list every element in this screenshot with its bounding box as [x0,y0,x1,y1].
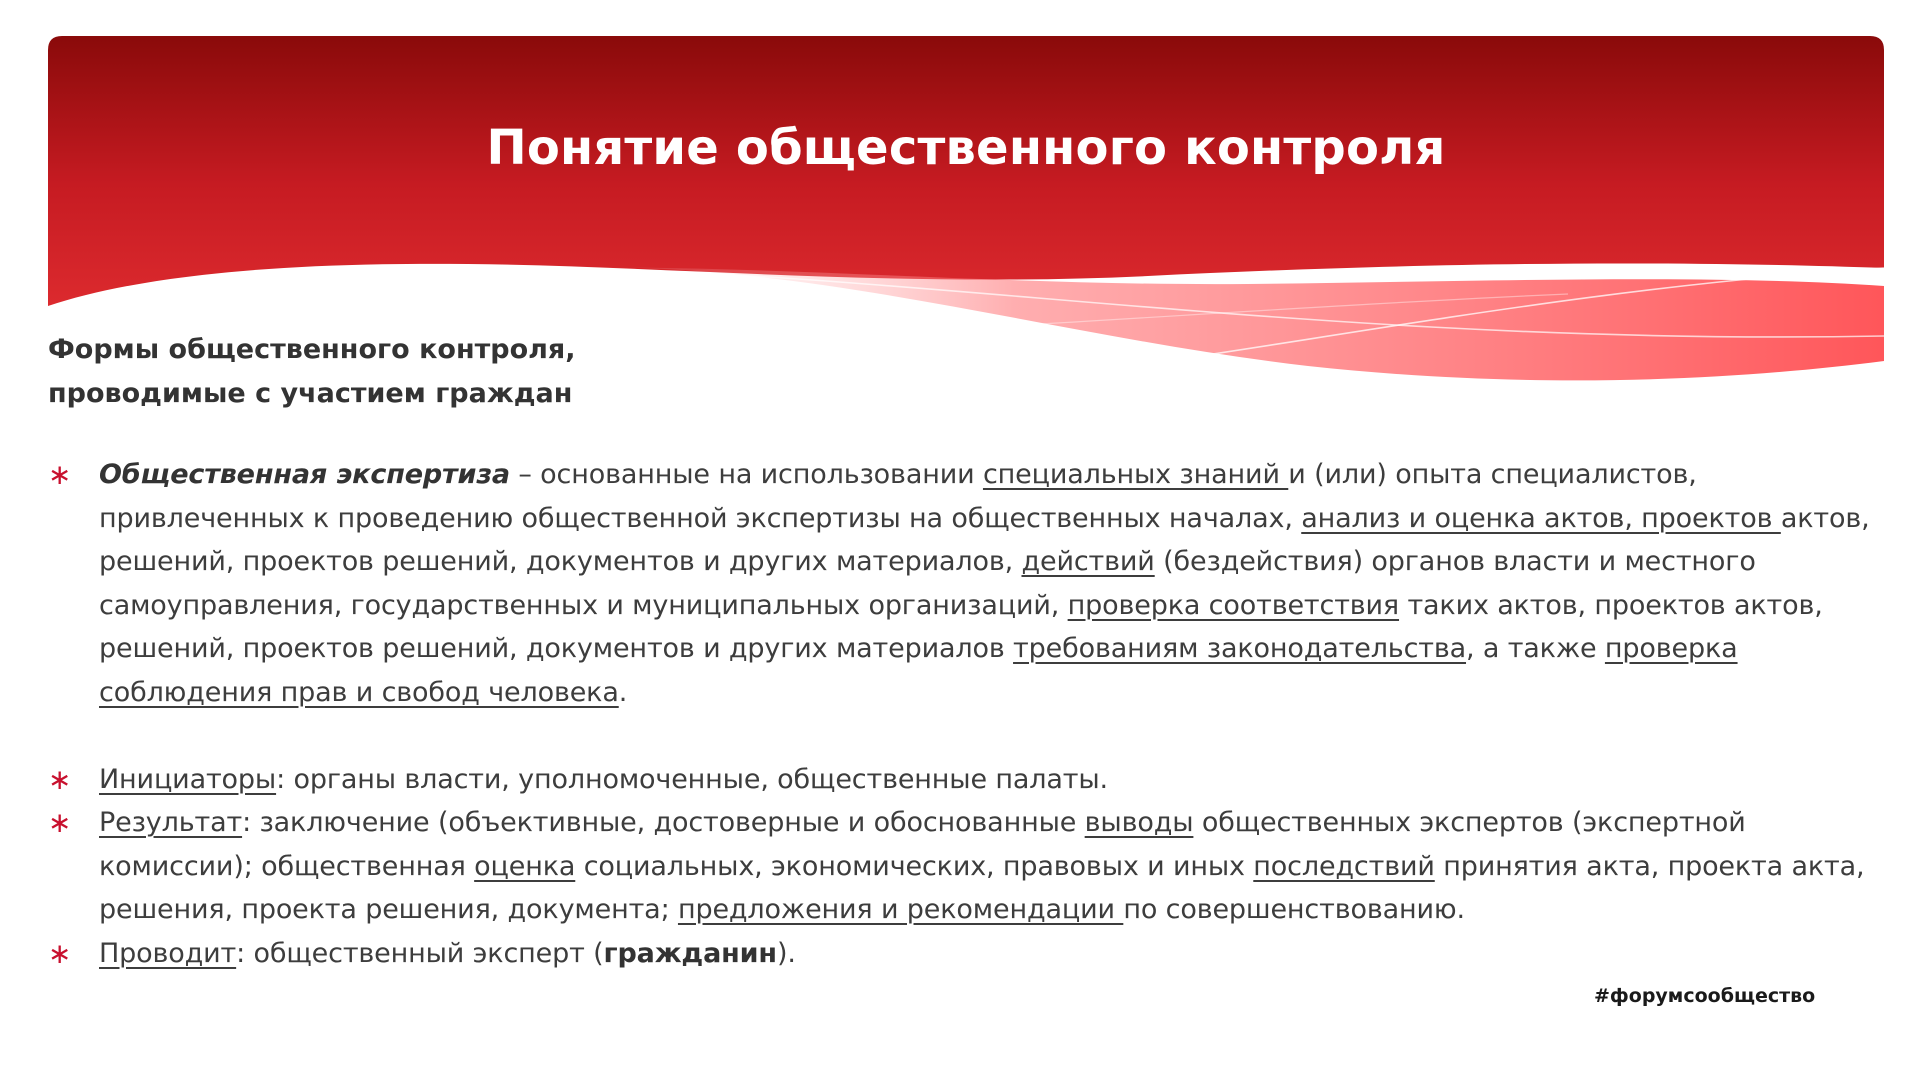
bullet-star-icon: ∗ [48,806,72,839]
text-run: гражданин [603,937,777,969]
text-run: социальных, экономических, правовых и иных [575,850,1254,882]
text-run: проверка соблюдения прав и свобод человека [99,633,1738,708]
text-run: – основанные на использовании [509,459,983,490]
text-run: специальных знаний [982,459,1289,490]
text-run: анализ и оценка актов, проектов [1301,502,1781,534]
section-subtitle [48,328,948,416]
text-run: предложения и рекомендации [677,894,1124,925]
hashtag-label: #форумсообщество [1594,985,1816,1007]
bullet-star-icon: ∗ [48,762,72,796]
bullet-expertise-text [99,459,1870,708]
bullet-expertise [48,453,1900,714]
text-run: общественных экспертов (экспертной комиссии); общественная [99,807,1746,882]
text-run: принятия акта, проекта акта, решения, проекта решения, документа; [99,850,1865,925]
text-run: , а также [1466,633,1605,664]
slide-title: Понятие общественного контроля [486,120,1446,176]
bullet-result [48,801,1900,932]
bullet-initiators [48,758,1900,802]
text-run: актов, решений, проектов решений, документов и других материалов, [99,502,1870,577]
text-run: : заключение (объективные, достоверные и обоснованные [242,807,1085,838]
bullet-initiators-text [99,764,1108,795]
text-run: и (или) опыта специалистов, привлеченных к проведению общественной экспертизы на общественных началах, [99,459,1697,534]
bullet-star-icon: ∗ [48,936,72,970]
text-run: оценка [474,850,576,882]
text-run: Общественная экспертиза [99,459,510,490]
text-run: : органы власти, уполномоченные, общественные палаты. [276,763,1108,795]
text-run: по совершенствованию. [1123,894,1465,925]
text-run: проверка соответствия [1067,589,1400,621]
bullet-performer [48,932,1900,976]
bullet-result-text [99,807,1864,925]
subtitle-line-1: Формы общественного контроля, [48,334,576,365]
subtitle-line-2: проводимые с участием граждан [48,378,573,409]
text-run: требованиям законодательства [1013,633,1467,664]
text-run: : общественный эксперт ( [236,937,604,969]
text-run: Инициаторы [99,763,277,795]
bullet-star-icon: ∗ [48,458,72,491]
text-run: действий [1021,546,1155,577]
text-run: (бездействия) органов власти и местного самоуправления, государственных и муниципальных организаций, [99,546,1756,621]
bullet-performer-text [99,938,796,969]
text-run: Результат [99,807,243,838]
text-run: Проводит [99,937,237,969]
text-run: таких актов, проектов актов, решений, проектов решений, документов и других материалов [99,589,1823,664]
text-run: . [618,676,628,708]
text-run: последствий [1253,850,1435,882]
text-run: ). [776,937,796,969]
bullet-list [48,453,1900,975]
text-run: выводы [1084,807,1194,838]
